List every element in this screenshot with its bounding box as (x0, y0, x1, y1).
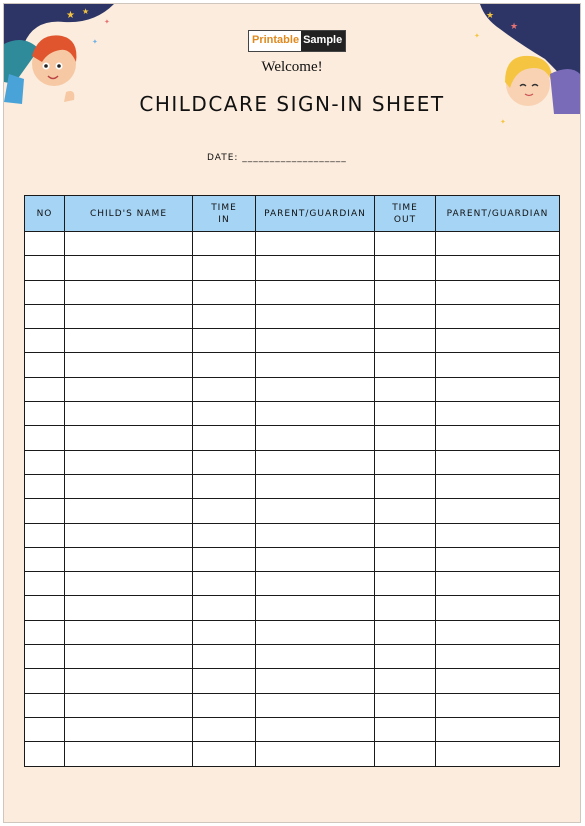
cell-childs-name[interactable] (65, 523, 193, 547)
cell-childs-name[interactable] (65, 742, 193, 766)
cell-time-in[interactable] (193, 426, 256, 450)
logo-text-sample: Sample (301, 31, 345, 51)
cell-childs-name[interactable] (65, 256, 193, 280)
cell-parent-guardian-in[interactable] (256, 450, 375, 474)
cell-time-in[interactable] (193, 377, 256, 401)
cell-parent-guardian-out[interactable] (436, 523, 560, 547)
cell-childs-name[interactable] (65, 547, 193, 571)
cell-childs-name[interactable] (65, 717, 193, 741)
cell-childs-name[interactable] (65, 499, 193, 523)
cell-parent-guardian-out[interactable] (436, 620, 560, 644)
cell-childs-name[interactable] (65, 669, 193, 693)
table-row (25, 693, 560, 717)
cell-parent-guardian-out[interactable] (436, 596, 560, 620)
cell-childs-name[interactable] (65, 377, 193, 401)
cell-no[interactable] (25, 232, 65, 256)
cell-no[interactable] (25, 742, 65, 766)
date-field: DATE: ___________________ (207, 153, 347, 163)
cell-no[interactable] (25, 329, 65, 353)
cell-parent-guardian-in[interactable] (256, 280, 375, 304)
cell-no[interactable] (25, 474, 65, 498)
table-row (25, 717, 560, 741)
cell-time-out[interactable] (375, 402, 436, 426)
cell-time-in[interactable] (193, 645, 256, 669)
cell-no[interactable] (25, 353, 65, 377)
cell-parent-guardian-out[interactable] (436, 693, 560, 717)
cell-time-in[interactable] (193, 329, 256, 353)
printable-sample-logo (248, 30, 346, 52)
cell-parent-guardian-out[interactable] (436, 304, 560, 328)
cell-parent-guardian-out[interactable] (436, 742, 560, 766)
table-row (25, 645, 560, 669)
sign-in-table (24, 195, 560, 767)
page-title: CHILDCARE SIGN-IN SHEET (139, 92, 445, 116)
table-row (25, 353, 560, 377)
table-row (25, 742, 560, 766)
cell-parent-guardian-out[interactable] (436, 499, 560, 523)
cell-parent-guardian-in[interactable] (256, 717, 375, 741)
cell-parent-guardian-in[interactable] (256, 572, 375, 596)
table-header-row (25, 196, 560, 232)
cell-time-out[interactable] (375, 717, 436, 741)
cell-time-out[interactable] (375, 329, 436, 353)
cell-parent-guardian-out[interactable] (436, 256, 560, 280)
cell-time-in[interactable] (193, 742, 256, 766)
svg-text:✦: ✦ (104, 18, 110, 26)
table-row (25, 329, 560, 353)
table-row (25, 304, 560, 328)
table-row (25, 596, 560, 620)
cell-time-out[interactable] (375, 620, 436, 644)
cell-time-out[interactable] (375, 304, 436, 328)
cell-time-in[interactable] (193, 450, 256, 474)
cell-time-out[interactable] (375, 742, 436, 766)
table-row (25, 402, 560, 426)
cell-time-in[interactable] (193, 669, 256, 693)
cell-parent-guardian-in[interactable] (256, 499, 375, 523)
cell-parent-guardian-in[interactable] (256, 523, 375, 547)
cell-no[interactable] (25, 304, 65, 328)
cell-no[interactable] (25, 450, 65, 474)
cell-parent-guardian-in[interactable] (256, 620, 375, 644)
table-row (25, 426, 560, 450)
table-row (25, 232, 560, 256)
cell-parent-guardian-in[interactable] (256, 669, 375, 693)
table-row (25, 620, 560, 644)
cell-parent-guardian-in[interactable] (256, 474, 375, 498)
cell-no[interactable] (25, 547, 65, 571)
cell-time-in[interactable] (193, 304, 256, 328)
header-time-out: TIME OUT (375, 196, 436, 232)
cell-parent-guardian-out[interactable] (436, 232, 560, 256)
cell-parent-guardian-in[interactable] (256, 329, 375, 353)
cell-parent-guardian-out[interactable] (436, 329, 560, 353)
cell-parent-guardian-in[interactable] (256, 645, 375, 669)
cell-childs-name[interactable] (65, 426, 193, 450)
cell-parent-guardian-out[interactable] (436, 426, 560, 450)
logo-text-printable: Printable (249, 31, 301, 51)
cell-childs-name[interactable] (65, 402, 193, 426)
cell-childs-name[interactable] (65, 304, 193, 328)
cell-parent-guardian-out[interactable] (436, 645, 560, 669)
svg-text:✦: ✦ (500, 118, 506, 124)
cell-no[interactable] (25, 693, 65, 717)
cell-time-in[interactable] (193, 474, 256, 498)
cell-parent-guardian-out[interactable] (436, 280, 560, 304)
cell-childs-name[interactable] (65, 572, 193, 596)
cell-time-in[interactable] (193, 232, 256, 256)
header-no: NO (25, 196, 65, 232)
cell-time-out[interactable] (375, 353, 436, 377)
cell-time-out[interactable] (375, 232, 436, 256)
cell-childs-name[interactable] (65, 353, 193, 377)
cell-childs-name[interactable] (65, 232, 193, 256)
cell-no[interactable] (25, 426, 65, 450)
cell-no[interactable] (25, 645, 65, 669)
cell-parent-guardian-in[interactable] (256, 742, 375, 766)
cell-time-in[interactable] (193, 596, 256, 620)
header-parent-guardian-out: PARENT/GUARDIAN (436, 196, 560, 232)
cell-parent-guardian-out[interactable] (436, 547, 560, 571)
table-row (25, 474, 560, 498)
cell-childs-name[interactable] (65, 645, 193, 669)
cell-time-in[interactable] (193, 717, 256, 741)
cell-parent-guardian-in[interactable] (256, 232, 375, 256)
svg-text:★: ★ (486, 11, 495, 21)
cell-time-in[interactable] (193, 280, 256, 304)
cell-childs-name[interactable] (65, 693, 193, 717)
cell-parent-guardian-out[interactable] (436, 572, 560, 596)
cell-parent-guardian-in[interactable] (256, 402, 375, 426)
cell-time-out[interactable] (375, 645, 436, 669)
cell-childs-name[interactable] (65, 280, 193, 304)
cell-no[interactable] (25, 280, 65, 304)
header-time-in: TIME IN (193, 196, 256, 232)
cell-childs-name[interactable] (65, 596, 193, 620)
cell-no[interactable] (25, 669, 65, 693)
table-row (25, 669, 560, 693)
cell-childs-name[interactable] (65, 620, 193, 644)
cell-no[interactable] (25, 499, 65, 523)
cell-time-in[interactable] (193, 353, 256, 377)
cell-no[interactable] (25, 620, 65, 644)
table-row (25, 450, 560, 474)
cell-parent-guardian-in[interactable] (256, 596, 375, 620)
cell-parent-guardian-out[interactable] (436, 450, 560, 474)
cell-parent-guardian-out[interactable] (436, 717, 560, 741)
cell-time-in[interactable] (193, 620, 256, 644)
header-childs-name: CHILD'S NAME (65, 196, 193, 232)
table-row (25, 547, 560, 571)
cell-time-in[interactable] (193, 499, 256, 523)
cell-time-out[interactable] (375, 474, 436, 498)
cell-parent-guardian-in[interactable] (256, 304, 375, 328)
cell-time-out[interactable] (375, 572, 436, 596)
cell-no[interactable] (25, 717, 65, 741)
cell-no[interactable] (25, 572, 65, 596)
table-row (25, 377, 560, 401)
cell-time-out[interactable] (375, 426, 436, 450)
table-row (25, 572, 560, 596)
cell-time-in[interactable] (193, 547, 256, 571)
cell-parent-guardian-out[interactable] (436, 402, 560, 426)
cell-parent-guardian-out[interactable] (436, 377, 560, 401)
table-row (25, 499, 560, 523)
svg-text:★: ★ (510, 22, 519, 32)
cell-childs-name[interactable] (65, 474, 193, 498)
cell-parent-guardian-in[interactable] (256, 377, 375, 401)
cell-time-out[interactable] (375, 377, 436, 401)
cell-time-out[interactable] (375, 523, 436, 547)
cell-parent-guardian-in[interactable] (256, 353, 375, 377)
sign-in-sheet-page (3, 3, 581, 823)
cell-time-in[interactable] (193, 572, 256, 596)
cell-parent-guardian-out[interactable] (436, 669, 560, 693)
cell-parent-guardian-out[interactable] (436, 474, 560, 498)
header-parent-guardian-in: PARENT/GUARDIAN (256, 196, 375, 232)
table-row (25, 256, 560, 280)
cell-parent-guardian-in[interactable] (256, 426, 375, 450)
cell-no[interactable] (25, 523, 65, 547)
cell-time-out[interactable] (375, 256, 436, 280)
cell-time-out[interactable] (375, 450, 436, 474)
cell-time-out[interactable] (375, 280, 436, 304)
svg-text:✦: ✦ (474, 32, 480, 40)
cell-childs-name[interactable] (65, 450, 193, 474)
cell-time-out[interactable] (375, 596, 436, 620)
cell-no[interactable] (25, 402, 65, 426)
cell-time-out[interactable] (375, 669, 436, 693)
cell-time-out[interactable] (375, 499, 436, 523)
cell-parent-guardian-out[interactable] (436, 353, 560, 377)
cell-time-in[interactable] (193, 693, 256, 717)
cell-time-in[interactable] (193, 523, 256, 547)
cell-time-in[interactable] (193, 402, 256, 426)
table-row (25, 523, 560, 547)
cell-time-out[interactable] (375, 693, 436, 717)
cell-no[interactable] (25, 256, 65, 280)
cell-no[interactable] (25, 377, 65, 401)
cell-childs-name[interactable] (65, 329, 193, 353)
welcome-text: Welcome! (261, 59, 323, 75)
table-row (25, 280, 560, 304)
cell-parent-guardian-in[interactable] (256, 256, 375, 280)
svg-text:✦: ✦ (92, 38, 98, 46)
svg-text:★: ★ (66, 10, 75, 21)
svg-text:★: ★ (82, 7, 90, 16)
cell-parent-guardian-in[interactable] (256, 693, 375, 717)
cell-parent-guardian-in[interactable] (256, 547, 375, 571)
cell-time-out[interactable] (375, 547, 436, 571)
cell-time-in[interactable] (193, 256, 256, 280)
cell-no[interactable] (25, 596, 65, 620)
